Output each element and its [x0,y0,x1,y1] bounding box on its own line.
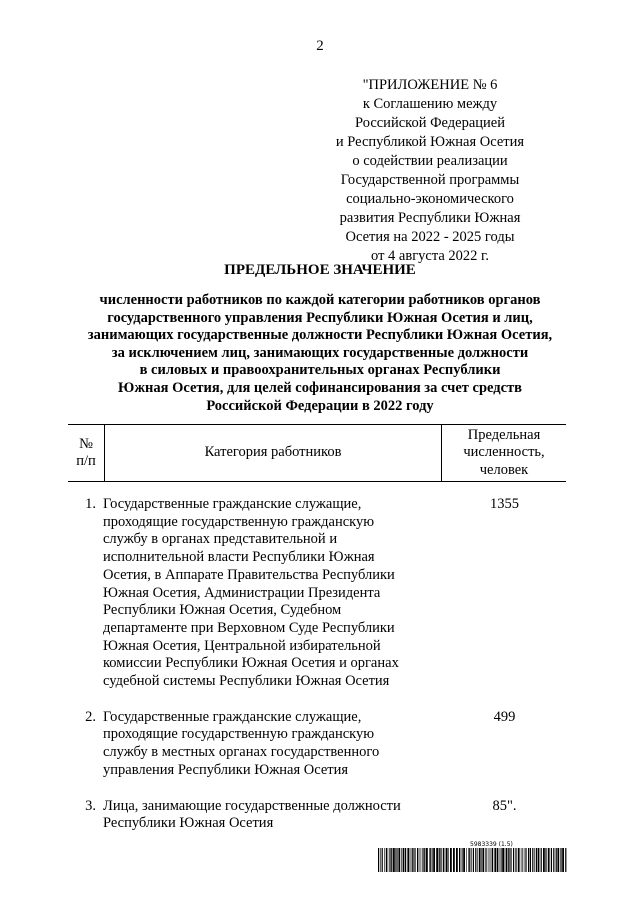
row-value: 1355 [490,496,519,512]
appendix-line: Государственной программы [340,172,520,188]
row-number: 1. [85,496,96,512]
row-category-line: Южная Осетия, Центральной избирательной [103,637,381,654]
table-header [68,424,566,482]
appendix-line: "ПРИЛОЖЕНИЕ № 6 [362,77,498,93]
header-value-line: численность, [463,444,545,461]
page-number: 2 [316,38,324,54]
header-value-line: Предельная [467,426,541,443]
appendix-line: к Соглашению между [362,96,498,112]
row-value: 85". [492,797,517,814]
appendix-line: Российской Федерацией [355,115,505,131]
table-row [68,709,566,780]
row-category-line: Лица, занимающие государственные должности [103,797,401,814]
row-category-line: проходящие государственную гражданскую [103,726,375,743]
row-number: 2. [85,708,96,725]
document-heading: ПРЕДЕЛЬНОЕ ЗНАЧЕНИЕ [224,262,416,278]
subheading-line: Российской Федерации в 2022 году [206,397,434,414]
subheading-line: за исключением лиц, занимающих государственные должности [111,344,529,361]
appendix-line: развития Республики Южная [339,210,521,226]
row-category-line: исполнительной власти Республики Южная [103,549,375,566]
document-subheading [60,292,580,415]
row-category-line: службу в местных органах государственного [103,744,380,761]
header-number-line: п/п [76,453,96,469]
barcode-icon [378,848,568,872]
table-row [68,798,566,833]
table-body [68,496,566,833]
header-number [68,425,105,481]
row-category-line: Государственные гражданские служащие, [103,496,362,512]
row-number: 3. [85,797,96,814]
row-category-line: Республики Южная Осетия, Судебном [103,602,342,619]
row-value: 499 [493,708,516,725]
table-row [68,496,566,691]
row-category [102,496,443,691]
row-category-line: департаменте при Верховном Суде Республики [103,619,395,636]
row-category [102,709,443,780]
appendix-line: о содействии реализации [352,153,508,169]
row-category-line: комиссии Республики Южная Осетия и органах [103,655,399,672]
row-category-line: судебной системы Республики Южная Осетия [103,673,390,690]
subheading-line: в силовых и правоохранительных органах Республики [139,362,501,379]
row-category-line: Государственные гражданские служащие, [103,708,362,725]
header-category: Категория работников [105,425,442,481]
subheading-line: занимающих государственные должности Республики Южная Осетия, [87,327,553,344]
row-category [102,798,443,833]
subheading-line: численности работников по каждой категории работников органов [99,292,541,308]
header-value-line: человек [479,461,529,478]
barcode-label: 5983339 (1.5) [470,841,513,848]
row-category-line: Республики Южная Осетия [103,815,274,832]
subheading-line: государственного управления Республики Южная Осетия и лиц, [107,309,533,326]
appendix-block [320,76,540,266]
appendix-line: Осетия на 2022 - 2025 годы [345,229,515,245]
appendix-line: от 4 августа 2022 г. [371,248,489,264]
appendix-line: социально-экономического [346,191,514,207]
header-value [442,425,566,481]
appendix-line: и Республикой Южная Осетия [335,134,525,150]
subheading-line: Южная Осетия, для целей софинансирования за счет средств [118,379,522,396]
row-category-line: проходящие государственную гражданскую [103,513,375,530]
header-number-line: № [79,436,93,452]
row-category-line: службу в органах представительной и [103,531,338,548]
row-category-line: Южная Осетия, Администрации Президента [103,584,381,601]
row-category-line: Осетия, в Аппарате Правительства Республики [103,566,395,583]
row-category-line: управления Республики Южная Осетия [103,761,349,778]
limits-table [68,424,566,833]
